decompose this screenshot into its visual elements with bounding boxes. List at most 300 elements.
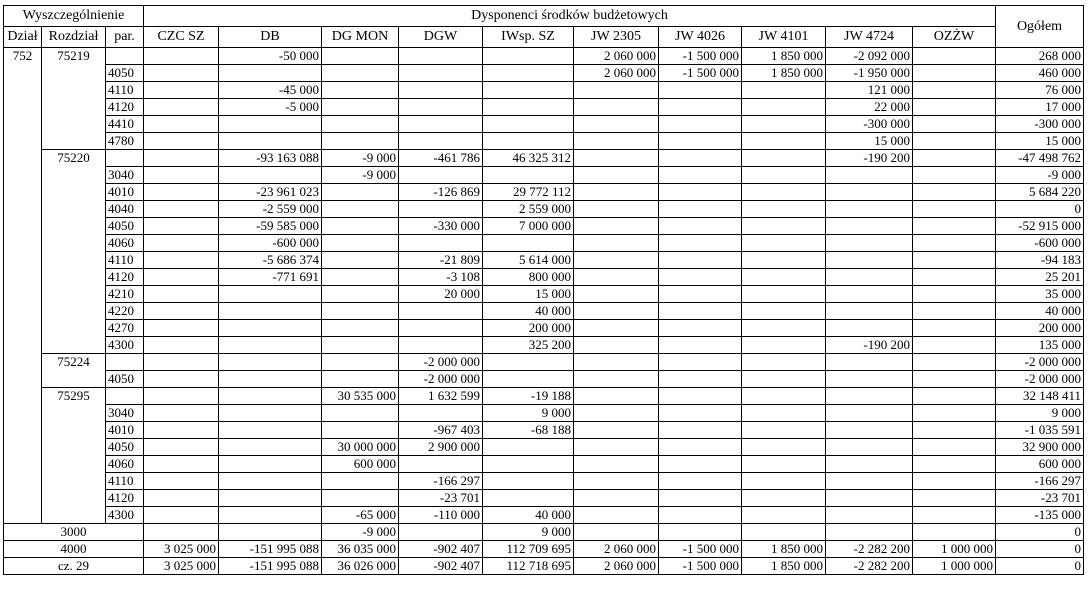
value-cell — [574, 507, 659, 524]
value-cell — [913, 286, 996, 303]
value-cell — [913, 218, 996, 235]
value-cell — [913, 371, 996, 388]
value-cell — [659, 405, 742, 422]
value-cell: 29 772 112 — [483, 184, 574, 201]
value-cell — [659, 439, 742, 456]
value-cell: -2 282 200 — [826, 558, 913, 575]
value-cell: 2 060 000 — [574, 65, 659, 82]
value-cell — [742, 269, 826, 286]
value-cell — [219, 371, 322, 388]
value-cell: -1 500 000 — [659, 65, 742, 82]
value-cell — [742, 167, 826, 184]
summary-label: cz. 29 — [4, 558, 144, 575]
value-cell: 3 025 000 — [144, 558, 219, 575]
value-cell — [742, 456, 826, 473]
table-row — [4, 490, 1084, 507]
value-cell — [826, 184, 913, 201]
value-cell: 20 000 — [399, 286, 483, 303]
value-cell — [826, 286, 913, 303]
value-cell: 1 000 000 — [913, 541, 996, 558]
table-row — [4, 286, 1084, 303]
value-cell — [574, 269, 659, 286]
header-col-0: CZC SZ — [144, 27, 219, 48]
value-cell — [574, 167, 659, 184]
par-cell: 4040 — [106, 201, 144, 218]
table-row — [4, 116, 1084, 133]
table-body — [4, 48, 1084, 575]
value-cell — [322, 473, 399, 490]
value-cell — [742, 371, 826, 388]
value-cell — [399, 235, 483, 252]
value-cell: -5 686 374 — [219, 252, 322, 269]
value-cell — [219, 422, 322, 439]
value-cell — [742, 524, 826, 541]
value-cell: 2 060 000 — [574, 48, 659, 65]
header-dzial: Dział — [4, 27, 42, 48]
value-cell — [826, 354, 913, 371]
table-row — [4, 133, 1084, 150]
value-cell — [742, 286, 826, 303]
rozdzial-cell: 75220 — [42, 150, 106, 354]
par-cell: 4050 — [106, 218, 144, 235]
value-cell — [219, 354, 322, 371]
total-cell: 25 201 — [996, 269, 1084, 286]
value-cell — [913, 405, 996, 422]
value-cell: 9 000 — [483, 405, 574, 422]
total-cell: 35 000 — [996, 286, 1084, 303]
table-row — [4, 473, 1084, 490]
value-cell — [574, 150, 659, 167]
value-cell — [144, 456, 219, 473]
value-cell — [742, 218, 826, 235]
value-cell — [574, 184, 659, 201]
value-cell — [483, 456, 574, 473]
value-cell: 2 559 000 — [483, 201, 574, 218]
value-cell — [144, 490, 219, 507]
par-cell: 4010 — [106, 422, 144, 439]
table-row — [4, 320, 1084, 337]
value-cell — [742, 201, 826, 218]
table-row — [4, 218, 1084, 235]
table-row — [4, 507, 1084, 524]
value-cell — [399, 167, 483, 184]
value-cell — [483, 473, 574, 490]
value-cell — [742, 99, 826, 116]
value-cell — [659, 490, 742, 507]
value-cell — [219, 388, 322, 405]
value-cell — [399, 524, 483, 541]
table-row — [4, 99, 1084, 116]
value-cell — [659, 507, 742, 524]
value-cell — [574, 456, 659, 473]
value-cell — [826, 507, 913, 524]
value-cell — [659, 371, 742, 388]
value-cell — [483, 82, 574, 99]
table-row — [4, 184, 1084, 201]
value-cell — [913, 439, 996, 456]
par-cell: 4120 — [106, 490, 144, 507]
value-cell — [742, 252, 826, 269]
value-cell — [659, 218, 742, 235]
value-cell: 2 060 000 — [574, 541, 659, 558]
value-cell: -2 092 000 — [826, 48, 913, 65]
value-cell: 46 325 312 — [483, 150, 574, 167]
header-col-4: IWsp. SZ — [483, 27, 574, 48]
value-cell — [144, 99, 219, 116]
value-cell — [144, 320, 219, 337]
value-cell — [219, 167, 322, 184]
value-cell — [219, 524, 322, 541]
value-cell — [574, 490, 659, 507]
value-cell: -330 000 — [399, 218, 483, 235]
value-cell — [483, 490, 574, 507]
par-cell: 4300 — [106, 337, 144, 354]
value-cell — [219, 473, 322, 490]
header-ogolem: Ogółem — [996, 6, 1084, 48]
value-cell — [483, 99, 574, 116]
total-cell: 268 000 — [996, 48, 1084, 65]
value-cell — [659, 269, 742, 286]
value-cell — [574, 82, 659, 99]
value-cell — [144, 48, 219, 65]
value-cell: -190 200 — [826, 150, 913, 167]
value-cell — [659, 303, 742, 320]
value-cell — [913, 235, 996, 252]
value-cell: 36 026 000 — [322, 558, 399, 575]
value-cell — [742, 184, 826, 201]
par-cell: 4060 — [106, 456, 144, 473]
value-cell — [144, 116, 219, 133]
value-cell — [659, 235, 742, 252]
value-cell: -2 000 000 — [399, 371, 483, 388]
table-row — [4, 439, 1084, 456]
total-cell: 15 000 — [996, 133, 1084, 150]
value-cell — [322, 337, 399, 354]
value-cell: -151 995 088 — [219, 558, 322, 575]
value-cell — [659, 388, 742, 405]
value-cell — [483, 48, 574, 65]
value-cell — [322, 320, 399, 337]
value-cell: 9 000 — [483, 524, 574, 541]
value-cell — [826, 167, 913, 184]
par-cell: 4050 — [106, 371, 144, 388]
value-cell — [399, 133, 483, 150]
value-cell: 112 709 695 — [483, 541, 574, 558]
value-cell — [913, 133, 996, 150]
value-cell — [742, 388, 826, 405]
value-cell: 30 535 000 — [322, 388, 399, 405]
value-cell — [144, 422, 219, 439]
value-cell: 40 000 — [483, 303, 574, 320]
value-cell — [483, 133, 574, 150]
value-cell — [144, 507, 219, 524]
total-cell: 200 000 — [996, 320, 1084, 337]
value-cell — [144, 82, 219, 99]
value-cell — [913, 524, 996, 541]
value-cell — [483, 65, 574, 82]
header-col-5: JW 2305 — [574, 27, 659, 48]
value-cell — [742, 354, 826, 371]
value-cell: -1 950 000 — [826, 65, 913, 82]
value-cell — [574, 252, 659, 269]
value-cell — [913, 354, 996, 371]
value-cell — [574, 388, 659, 405]
value-cell — [574, 337, 659, 354]
value-cell — [913, 388, 996, 405]
header-dysponenci: Dysponenci środków budżetowych — [144, 6, 996, 27]
value-cell — [659, 320, 742, 337]
table-row — [4, 303, 1084, 320]
par-cell: 4110 — [106, 252, 144, 269]
budget-table — [3, 5, 1084, 575]
header-row-2 — [4, 27, 1084, 48]
value-cell — [826, 456, 913, 473]
value-cell — [574, 320, 659, 337]
value-cell — [826, 269, 913, 286]
total-cell: -2 000 000 — [996, 354, 1084, 371]
value-cell — [322, 490, 399, 507]
value-cell — [826, 252, 913, 269]
table-row — [4, 269, 1084, 286]
value-cell — [913, 473, 996, 490]
value-cell: 15 000 — [826, 133, 913, 150]
value-cell — [913, 116, 996, 133]
value-cell — [219, 439, 322, 456]
value-cell — [742, 116, 826, 133]
value-cell — [219, 405, 322, 422]
value-cell: 1 000 000 — [913, 558, 996, 575]
value-cell — [742, 507, 826, 524]
value-cell — [399, 65, 483, 82]
par-cell: 3040 — [106, 405, 144, 422]
header-col-7: JW 4101 — [742, 27, 826, 48]
value-cell — [399, 303, 483, 320]
value-cell: -21 809 — [399, 252, 483, 269]
header-col-9: OZŻW — [913, 27, 996, 48]
value-cell — [826, 235, 913, 252]
par-cell: 4220 — [106, 303, 144, 320]
dzial-cell: 752 — [4, 48, 42, 524]
value-cell — [742, 405, 826, 422]
value-cell — [483, 235, 574, 252]
value-cell: -967 403 — [399, 422, 483, 439]
total-cell: -9 000 — [996, 167, 1084, 184]
value-cell: 1 850 000 — [742, 48, 826, 65]
value-cell — [322, 116, 399, 133]
rozdzial-cell: 75224 — [42, 354, 106, 388]
value-cell — [574, 439, 659, 456]
value-cell — [659, 286, 742, 303]
value-cell: -9 000 — [322, 150, 399, 167]
par-cell: 4110 — [106, 82, 144, 99]
value-cell — [322, 133, 399, 150]
value-cell — [826, 439, 913, 456]
value-cell — [913, 48, 996, 65]
table-row — [4, 354, 1084, 371]
value-cell — [144, 286, 219, 303]
table-row — [4, 422, 1084, 439]
summary-label: 4000 — [4, 541, 144, 558]
total-cell: 32 148 411 — [996, 388, 1084, 405]
value-cell: 7 000 000 — [483, 218, 574, 235]
value-cell: -19 188 — [483, 388, 574, 405]
value-cell — [219, 116, 322, 133]
value-cell: 200 000 — [483, 320, 574, 337]
value-cell — [574, 99, 659, 116]
par-cell: 4110 — [106, 473, 144, 490]
value-cell: -65 000 — [322, 507, 399, 524]
value-cell — [144, 150, 219, 167]
value-cell — [826, 303, 913, 320]
value-cell — [399, 320, 483, 337]
value-cell — [659, 252, 742, 269]
value-cell — [574, 354, 659, 371]
value-cell — [144, 235, 219, 252]
value-cell — [322, 252, 399, 269]
value-cell — [574, 235, 659, 252]
value-cell: -600 000 — [219, 235, 322, 252]
table-row — [4, 167, 1084, 184]
value-cell: -5 000 — [219, 99, 322, 116]
par-cell: 4050 — [106, 439, 144, 456]
value-cell — [144, 524, 219, 541]
value-cell: -902 407 — [399, 541, 483, 558]
value-cell — [574, 286, 659, 303]
value-cell: 112 718 695 — [483, 558, 574, 575]
value-cell: 15 000 — [483, 286, 574, 303]
value-cell — [219, 456, 322, 473]
table-row — [4, 235, 1084, 252]
value-cell: 5 614 000 — [483, 252, 574, 269]
par-cell — [106, 48, 144, 65]
value-cell: 600 000 — [322, 456, 399, 473]
value-cell — [742, 150, 826, 167]
rozdzial-cell: 75295 — [42, 388, 106, 524]
value-cell: -2 559 000 — [219, 201, 322, 218]
value-cell — [742, 473, 826, 490]
value-cell — [144, 133, 219, 150]
value-cell: -1 500 000 — [659, 48, 742, 65]
value-cell — [913, 337, 996, 354]
value-cell — [399, 48, 483, 65]
table-row — [4, 201, 1084, 218]
summary-row — [4, 558, 1084, 575]
value-cell — [659, 150, 742, 167]
value-cell — [322, 184, 399, 201]
header-par: par. — [106, 27, 144, 48]
value-cell — [219, 490, 322, 507]
value-cell — [659, 337, 742, 354]
value-cell — [742, 235, 826, 252]
header-col-2: DG MON — [322, 27, 399, 48]
value-cell: -50 000 — [219, 48, 322, 65]
value-cell: 1 850 000 — [742, 65, 826, 82]
value-cell — [574, 405, 659, 422]
value-cell — [826, 371, 913, 388]
value-cell — [913, 99, 996, 116]
table-row — [4, 456, 1084, 473]
par-cell: 4010 — [106, 184, 144, 201]
value-cell: 121 000 — [826, 82, 913, 99]
value-cell — [322, 218, 399, 235]
value-cell — [826, 524, 913, 541]
header-rozdzial: Rozdział — [42, 27, 106, 48]
value-cell — [144, 269, 219, 286]
value-cell — [913, 303, 996, 320]
par-cell: 4120 — [106, 99, 144, 116]
table-row — [4, 388, 1084, 405]
value-cell — [826, 405, 913, 422]
summary-row — [4, 524, 1084, 541]
value-cell — [483, 439, 574, 456]
value-cell — [483, 371, 574, 388]
table-row — [4, 48, 1084, 65]
value-cell — [659, 133, 742, 150]
summary-label: 3000 — [4, 524, 144, 541]
value-cell — [322, 82, 399, 99]
value-cell: -771 691 — [219, 269, 322, 286]
value-cell — [219, 303, 322, 320]
value-cell: -190 200 — [826, 337, 913, 354]
value-cell — [574, 524, 659, 541]
value-cell — [483, 354, 574, 371]
value-cell — [826, 422, 913, 439]
total-cell: -94 183 — [996, 252, 1084, 269]
value-cell — [913, 201, 996, 218]
total-cell: 0 — [996, 558, 1084, 575]
value-cell — [144, 337, 219, 354]
par-cell — [106, 388, 144, 405]
value-cell — [144, 201, 219, 218]
total-cell: -1 035 591 — [996, 422, 1084, 439]
par-cell: 3040 — [106, 167, 144, 184]
value-cell — [144, 405, 219, 422]
value-cell — [219, 320, 322, 337]
value-cell — [574, 422, 659, 439]
value-cell — [742, 422, 826, 439]
header-col-1: DB — [219, 27, 322, 48]
value-cell — [399, 82, 483, 99]
value-cell — [913, 150, 996, 167]
total-cell: 17 000 — [996, 99, 1084, 116]
value-cell — [144, 167, 219, 184]
total-cell: 9 000 — [996, 405, 1084, 422]
total-cell: 460 000 — [996, 65, 1084, 82]
value-cell — [399, 456, 483, 473]
value-cell — [742, 133, 826, 150]
value-cell — [659, 422, 742, 439]
value-cell — [219, 286, 322, 303]
value-cell — [322, 405, 399, 422]
value-cell — [913, 490, 996, 507]
total-cell: 600 000 — [996, 456, 1084, 473]
header-col-8: JW 4724 — [826, 27, 913, 48]
value-cell — [399, 405, 483, 422]
value-cell — [322, 354, 399, 371]
value-cell — [826, 320, 913, 337]
value-cell — [826, 218, 913, 235]
value-cell — [144, 439, 219, 456]
total-cell: -600 000 — [996, 235, 1084, 252]
total-cell: -300 000 — [996, 116, 1084, 133]
value-cell: 1 632 599 — [399, 388, 483, 405]
value-cell — [742, 82, 826, 99]
value-cell: -151 995 088 — [219, 541, 322, 558]
value-cell — [399, 337, 483, 354]
value-cell: -110 000 — [399, 507, 483, 524]
table-row — [4, 82, 1084, 99]
total-cell: 76 000 — [996, 82, 1084, 99]
